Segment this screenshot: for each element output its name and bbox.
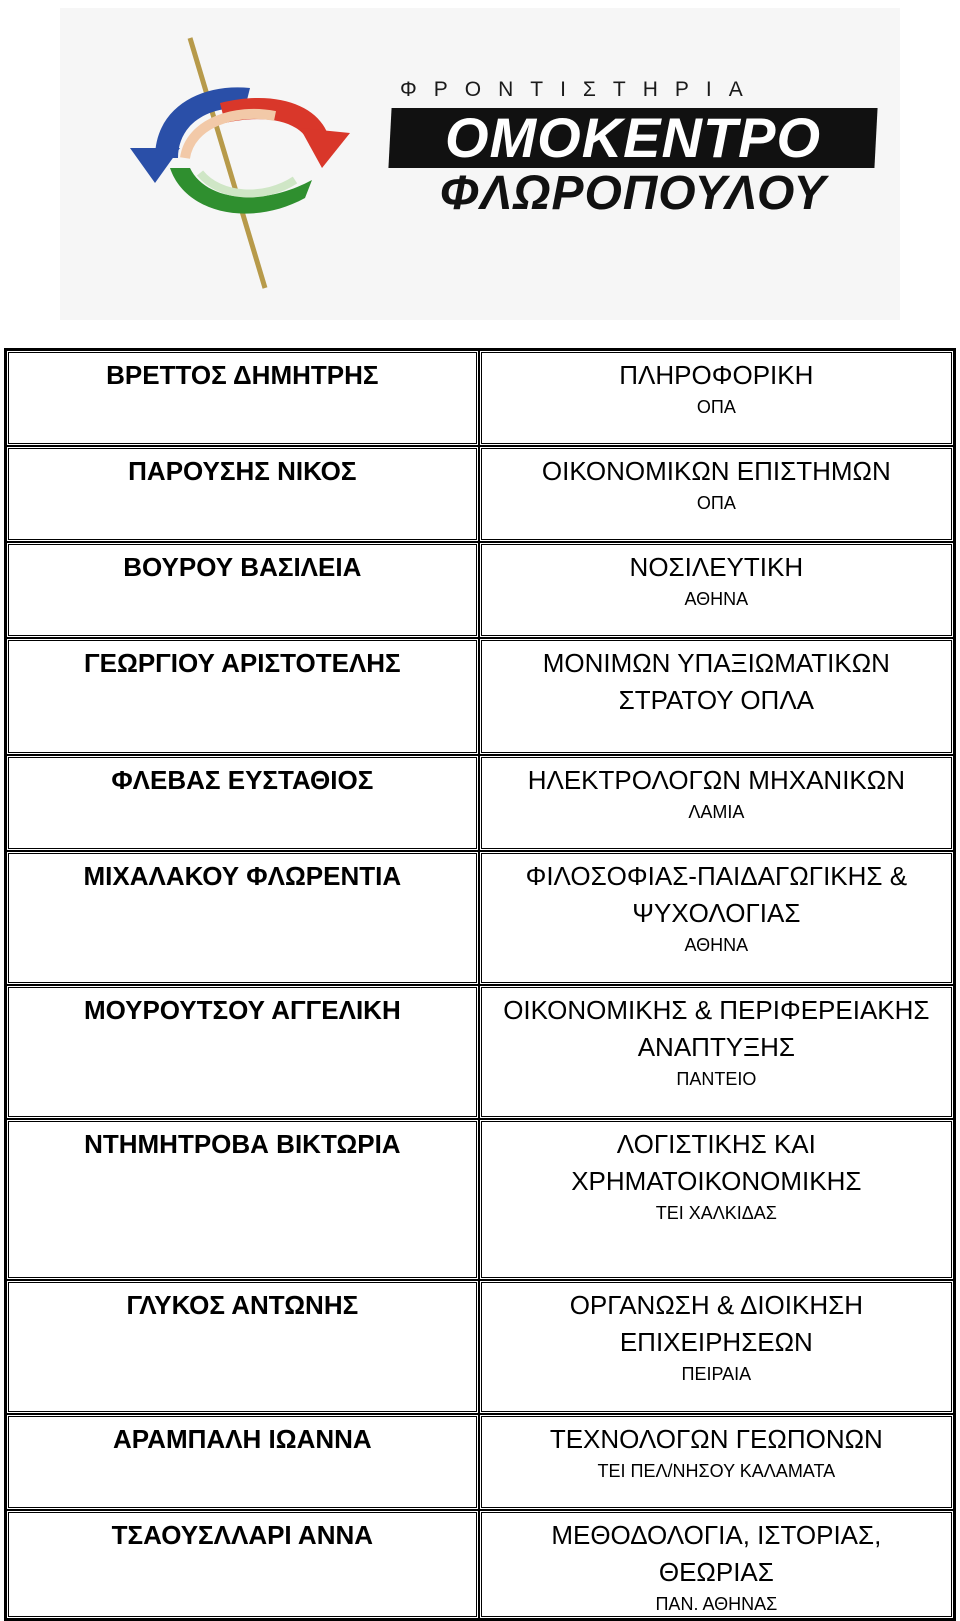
logo-tagline: ΦΡΟΝΤΙΣΤΗΡΙΑ xyxy=(400,78,760,101)
department-line: ΧΡΗΜΑΤΟΙΚΟΝΟΜΙΚΗΣ xyxy=(571,1166,862,1196)
department-cell xyxy=(479,1119,954,1280)
logo-title: ΟΜΟΚΕΝΤΡΟ xyxy=(444,106,822,169)
student-name: ΜΙΧΑΛΑΚΟΥ ΦΛΩΡΕΝΤΙΑ xyxy=(6,851,479,985)
department-cell xyxy=(479,755,954,851)
student-name: ΑΡΑΜΠΑΛΗ ΙΩΑΝΝΑ xyxy=(6,1414,479,1510)
logo xyxy=(60,8,900,320)
department-location: ΑΘΗΝΑ xyxy=(684,589,749,609)
department-line: ΘΕΩΡΙΑΣ xyxy=(658,1557,774,1587)
department-line: ΛΟΓΙΣΤΙΚΗΣ ΚΑΙ xyxy=(616,1129,816,1159)
department-line: ΜΕΘΟΔΟΛΟΓΙΑ, ΙΣΤΟΡΙΑΣ, xyxy=(551,1520,882,1550)
logo-blue-arrowhead xyxy=(130,148,180,183)
department-cell xyxy=(479,350,954,446)
department-location: ΛΑΜΙΑ xyxy=(688,802,745,822)
logo-blue-arrow xyxy=(155,87,250,158)
department-location: ΟΠΑ xyxy=(696,397,736,417)
department-cell xyxy=(479,1510,954,1619)
table-row xyxy=(6,350,954,446)
department-line: ΑΝΑΠΤΥΞΗΣ xyxy=(637,1032,795,1062)
department-location: ΠΑΝ. ΑΘΗΝΑΣ xyxy=(655,1594,778,1614)
department-cell xyxy=(479,851,954,985)
department-line: ΣΤΡΑΤΟΥ ΟΠΛΑ xyxy=(618,685,815,715)
department-line: ΝΟΣΙΛΕΥΤΙΚΗ xyxy=(629,552,804,582)
department-location: ΠΕΙΡΑΙΑ xyxy=(681,1364,752,1384)
table-row xyxy=(6,446,954,542)
student-name: ΠΑΡΟΥΣΗΣ ΝΙΚΟΣ xyxy=(6,446,479,542)
department-cell xyxy=(479,1280,954,1414)
table-row xyxy=(6,1280,954,1414)
student-name: ΝΤΗΜΗΤΡΟΒΑ ΒΙΚΤΩΡΙΑ xyxy=(6,1119,479,1280)
department-line: ΟΙΚΟΝΟΜΙΚΗΣ & ΠΕΡΙΦΕΡΕΙΑΚΗΣ xyxy=(503,995,930,1025)
department-line: ΜΟΝΙΜΩΝ ΥΠΑΞΙΩΜΑΤΙΚΩΝ xyxy=(542,648,890,678)
table-row xyxy=(6,985,954,1119)
department-line: ΟΡΓΑΝΩΣΗ & ΔΙΟΙΚΗΣΗ xyxy=(569,1290,863,1320)
department-cell xyxy=(479,1414,954,1510)
student-name: ΜΟΥΡΟΥΤΣΟΥ ΑΓΓΕΛΙΚΗ xyxy=(6,985,479,1119)
student-name: ΒΡΕΤΤΟΣ ΔΗΜΗΤΡΗΣ xyxy=(6,350,479,446)
student-name: ΓΕΩΡΓΙΟΥ ΑΡΙΣΤΟΤΕΛΗΣ xyxy=(6,638,479,755)
table-row xyxy=(6,1510,954,1619)
department-cell xyxy=(479,985,954,1119)
department-location: ΟΠΑ xyxy=(696,493,736,513)
department-location: ΤΕΙ ΧΑΛΚΙΔΑΣ xyxy=(655,1203,777,1223)
logo-subtitle: ΦΛΩΡΟΠΟΥΛΟΥ xyxy=(439,167,827,220)
concentric-arrows-logo-icon xyxy=(60,8,400,320)
department-location: ΤΕΙ ΠΕΛ/ΝΗΣΟΥ ΚΑΛΑΜΑΤΑ xyxy=(597,1461,836,1481)
student-name: ΒΟΥΡΟΥ ΒΑΣΙΛΕΙΑ xyxy=(6,542,479,638)
table-row xyxy=(6,638,954,755)
department-cell xyxy=(479,542,954,638)
student-name: ΦΛΕΒΑΣ ΕΥΣΤΑΘΙΟΣ xyxy=(6,755,479,851)
table-row xyxy=(6,542,954,638)
table-row xyxy=(6,755,954,851)
logo-stick xyxy=(190,38,265,288)
department-line: ΨΥΧΟΛΟΓΙΑΣ xyxy=(632,898,801,928)
department-line: ΤΕΧΝΟΛΟΓΩΝ ΓΕΩΠΟΝΩΝ xyxy=(549,1424,883,1454)
table-row xyxy=(6,1414,954,1510)
table-row xyxy=(6,851,954,985)
department-location: ΑΘΗΝΑ xyxy=(684,935,749,955)
table-row xyxy=(6,1119,954,1280)
student-name: ΓΛΥΚΟΣ ΑΝΤΩΝΗΣ xyxy=(6,1280,479,1414)
department-location: ΠΑΝΤΕΙΟ xyxy=(676,1069,757,1089)
student-name: ΤΣΑΟΥΣΛΛΑΡΙ ΑΝΝΑ xyxy=(6,1510,479,1619)
department-line: ΠΛΗΡΟΦΟΡΙΚΗ xyxy=(619,360,814,390)
department-line: ΗΛΕΚΤΡΟΛΟΓΩΝ ΜΗΧΑΝΙΚΩΝ xyxy=(527,765,905,795)
students-table xyxy=(4,348,956,1621)
department-line: ΕΠΙΧΕΙΡΗΣΕΩΝ xyxy=(619,1327,813,1357)
department-cell xyxy=(479,638,954,755)
department-line: ΟΙΚΟΝΟΜΙΚΩΝ ΕΠΙΣΤΗΜΩΝ xyxy=(541,456,891,486)
department-cell xyxy=(479,446,954,542)
department-line: ΦΙΛΟΣΟΦΙΑΣ-ΠΑΙΔΑΓΩΓΙΚΗΣ & xyxy=(525,861,908,891)
logo-red-arrowhead xyxy=(300,128,350,168)
